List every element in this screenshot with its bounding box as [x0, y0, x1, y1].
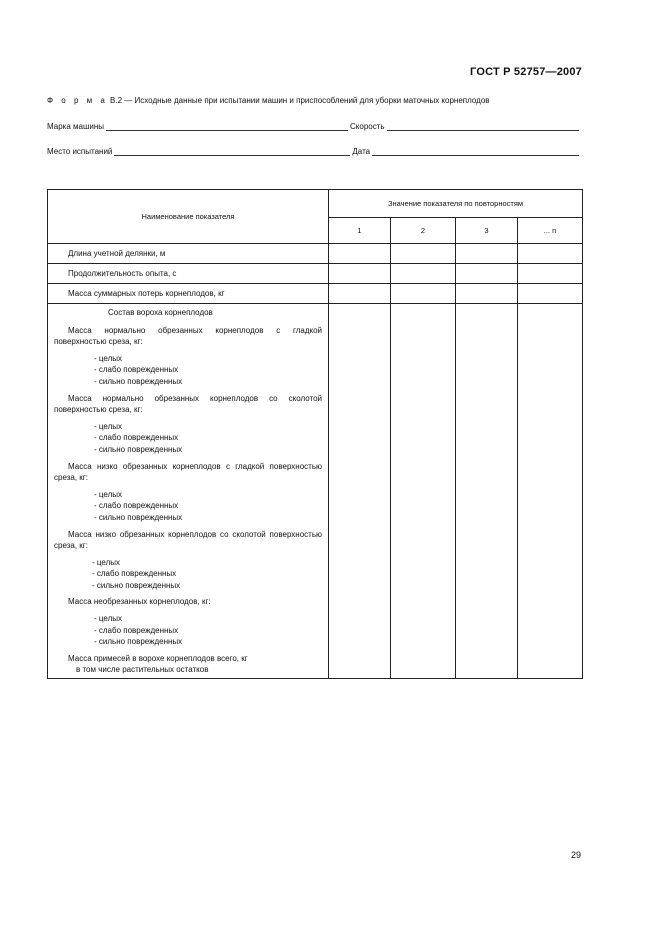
row-label: Длина учетной делянки, м: [48, 244, 329, 264]
field-blank-speed[interactable]: [387, 123, 579, 131]
standard-id: ГОСТ Р 52757—2007: [470, 66, 582, 78]
row-label: Продолжительность опыта, с: [48, 264, 329, 284]
group-heading: Масса низко обрезанных корнеплодов с гладкой поверхностью среза, кг:: [54, 461, 322, 483]
value-cell[interactable]: [456, 264, 518, 284]
field-blank-date[interactable]: [372, 148, 579, 156]
field-label-machine-brand: Марка машины: [47, 122, 105, 131]
list-item: - слабо поврежденных: [92, 569, 177, 579]
header-col-1: 1: [329, 218, 391, 244]
header-col-3: 3: [456, 218, 518, 244]
list-item: - слабо поврежденных: [94, 433, 179, 443]
list-item: - целых: [94, 614, 122, 624]
list-item: - целых: [94, 489, 122, 499]
field-line-machine: [47, 122, 581, 131]
value-cell[interactable]: [329, 264, 391, 284]
field-blank-machine-brand[interactable]: [106, 123, 348, 131]
field-label-speed: Скорость: [350, 122, 385, 131]
list-item: - сильно поврежденных: [94, 637, 183, 647]
header-indicator-name: Наименование показателя: [48, 190, 329, 244]
table-row: [48, 264, 583, 284]
list-item: - сильно поврежденных: [94, 512, 183, 522]
table-row: [48, 284, 583, 304]
data-table: [47, 189, 583, 679]
data-table-container: [47, 189, 582, 679]
form-caption: [47, 96, 607, 105]
composition-cell: [48, 304, 329, 679]
list-item: - слабо поврежденных: [94, 501, 179, 511]
group-heading: Масса нормально обрезанных корнеплодов с гладкой поверхностью среза, кг:: [54, 325, 322, 347]
value-cell[interactable]: [329, 304, 391, 679]
list-item: - слабо поврежденных: [94, 365, 179, 375]
impurities-label: Масса примесей в ворохе корнеплодов всего, кг: [68, 653, 248, 663]
composition-title: Состав вороха корнеплодов: [108, 308, 213, 317]
group-items: [54, 421, 322, 456]
group-heading: Масса нормально обрезанных корнеплодов со сколотой поверхностью среза, кг:: [54, 393, 322, 415]
list-item: - целых: [94, 353, 122, 363]
group-items: [54, 489, 322, 524]
value-cell[interactable]: [391, 284, 456, 304]
value-cell[interactable]: [391, 304, 456, 679]
value-cell[interactable]: [329, 244, 391, 264]
value-cell[interactable]: [456, 244, 518, 264]
value-cell[interactable]: [518, 244, 583, 264]
value-cell[interactable]: [518, 284, 583, 304]
impurities-sub-label: в том числе растительных остатков: [76, 665, 209, 675]
list-item: - сильно поврежденных: [94, 444, 183, 454]
table-row: [48, 244, 583, 264]
value-cell[interactable]: [391, 264, 456, 284]
group-heading: Масса низко обрезанных корнеплодов со сколотой поверхностью среза, кг:: [54, 529, 322, 551]
list-item: - сильно поврежденных: [94, 376, 183, 386]
list-item: - слабо поврежденных: [94, 625, 179, 635]
field-label-date: Дата: [352, 147, 371, 156]
value-cell[interactable]: [518, 264, 583, 284]
form-prefix: Ф о р м а: [47, 96, 108, 105]
field-line-place: [47, 147, 581, 156]
list-item: - целых: [94, 421, 122, 431]
header-col-n: ... n: [518, 218, 583, 244]
table-row-composition: [48, 304, 583, 679]
value-cell[interactable]: [391, 244, 456, 264]
page-number: 29: [570, 850, 581, 860]
list-item: - сильно поврежденных: [92, 580, 181, 590]
group-heading: Масса необрезанных корнеплодов, кг:: [68, 597, 211, 607]
row-label: Масса суммарных потерь корнеплодов, кг: [48, 284, 329, 304]
field-blank-test-place[interactable]: [114, 148, 350, 156]
list-item: - целых: [92, 557, 120, 567]
form-caption-text: В.2 — Исходные данные при испытании машин и приспособлений для уборки маточных корнеплодов: [107, 96, 490, 105]
group-items: [54, 557, 322, 592]
header-col-2: 2: [391, 218, 456, 244]
group-items: [54, 613, 322, 648]
value-cell[interactable]: [456, 304, 518, 679]
value-cell[interactable]: [456, 284, 518, 304]
group-items: [54, 353, 322, 388]
value-cell[interactable]: [329, 284, 391, 304]
value-cell[interactable]: [518, 304, 583, 679]
header-repetition-values: Значение показателя по повторностям: [329, 190, 583, 218]
field-label-test-place: Место испытаний: [47, 147, 113, 156]
